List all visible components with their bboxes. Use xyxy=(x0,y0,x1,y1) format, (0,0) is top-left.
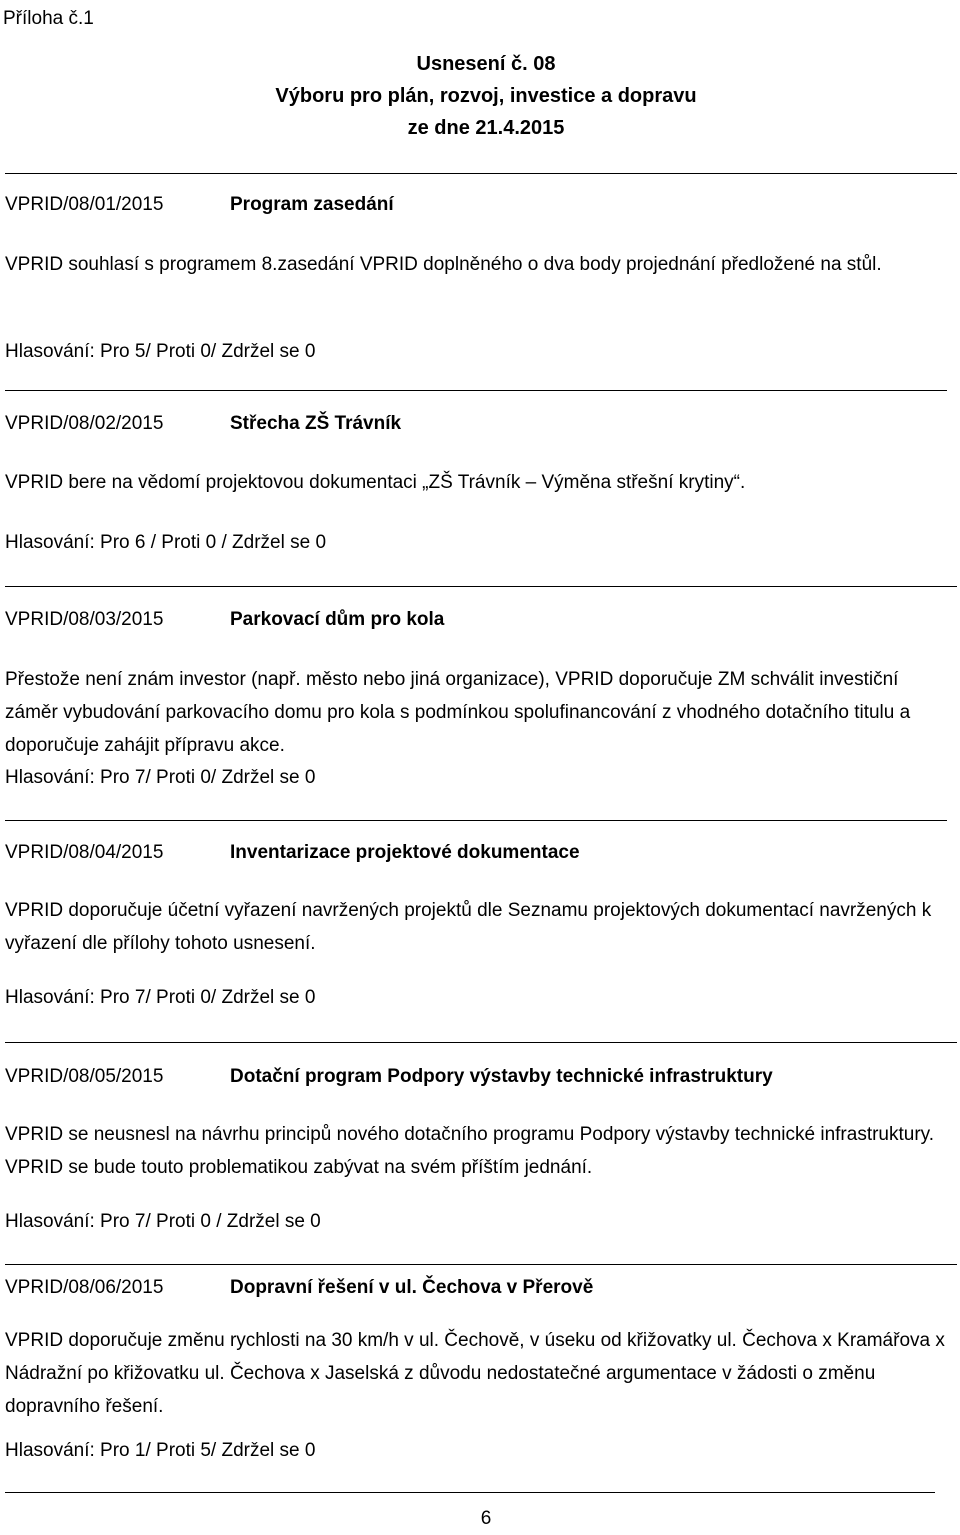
resolution-number: VPRID/08/02/2015 xyxy=(5,413,164,434)
appendix-label: Příloha č.1 xyxy=(3,8,94,29)
resolution-heading: Dotační program Podpory výstavby technické infrastruktury xyxy=(230,1066,773,1087)
vote-result: Hlasování: Pro 5/ Proti 0/ Zdržel se 0 xyxy=(5,341,316,362)
vote-result: Hlasování: Pro 7/ Proti 0/ Zdržel se 0 xyxy=(5,987,316,1008)
divider xyxy=(5,173,957,174)
resolution-number: VPRID/08/04/2015 xyxy=(5,842,164,863)
resolution-text: VPRID doporučuje změnu rychlosti na 30 km/h v ul. Čechově, v úseku od křižovatky ul. Čechova x Kramářova x Nádražní po křižovatku ul. Čechova x Jaselská z důvodu nedostatečné argumentace v žádosti o změnu dopravního řešení. xyxy=(5,1330,945,1417)
divider xyxy=(5,390,947,391)
resolution-text: VPRID souhlasí s programem 8.zasedání VPRID doplněného o dva body projednání předložené na stůl. xyxy=(5,254,882,275)
divider xyxy=(5,820,947,821)
divider xyxy=(5,1492,935,1493)
divider xyxy=(5,1264,957,1265)
vote-result: Hlasování: Pro 7/ Proti 0/ Zdržel se 0 xyxy=(5,767,316,788)
resolution-text: VPRID bere na vědomí projektovou dokumentaci „ZŠ Trávník – Výměna střešní krytiny“. xyxy=(5,472,746,493)
resolution-text: Přestože není znám investor (např. město nebo jiná organizace), VPRID doporučuje ZM schválit investiční záměr vybudování parkovacího domu pro kola s podmínkou spolufinancování z vhodného dotačního titulu a doporučuje zahájit přípravu akce. xyxy=(5,669,911,756)
page-number: 6 xyxy=(480,1508,492,1529)
resolution-number: VPRID/08/05/2015 xyxy=(5,1066,164,1087)
resolution-heading: Střecha ZŠ Trávník xyxy=(230,413,402,434)
resolution-heading: Parkovací dům pro kola xyxy=(230,609,445,630)
resolution-text: VPRID se neusnesl na návrhu principů nového dotačního programu Podpory výstavby technické infrastruktury. VPRID se bude touto problematikou zabývat na svém příštím jednání. xyxy=(5,1124,935,1178)
resolution-heading: Inventarizace projektové dokumentace xyxy=(230,842,580,863)
resolution-number: VPRID/08/01/2015 xyxy=(5,194,164,215)
resolution-heading: Program zasedání xyxy=(230,194,394,215)
divider xyxy=(5,1042,957,1043)
meeting-date: ze dne 21.4.2015 xyxy=(407,117,565,139)
resolution-number: VPRID/08/06/2015 xyxy=(5,1277,164,1298)
resolution-text: VPRID doporučuje účetní vyřazení navržených projektů dle Seznamu projektových dokumentací navržených k vyřazení dle přílohy tohoto usnesení. xyxy=(5,900,932,954)
resolution-heading: Dopravní řešení v ul. Čechova v Přerově xyxy=(230,1277,594,1298)
resolution-title: Usnesení č. 08 xyxy=(416,53,556,75)
vote-result: Hlasování: Pro 7/ Proti 0 / Zdržel se 0 xyxy=(5,1211,321,1232)
vote-result: Hlasování: Pro 1/ Proti 5/ Zdržel se 0 xyxy=(5,1440,316,1461)
resolution-number: VPRID/08/03/2015 xyxy=(5,609,164,630)
divider xyxy=(5,586,957,587)
vote-result: Hlasování: Pro 6 / Proti 0 / Zdržel se 0 xyxy=(5,532,327,553)
committee-name: Výboru pro plán, rozvoj, investice a dopravu xyxy=(275,85,697,107)
